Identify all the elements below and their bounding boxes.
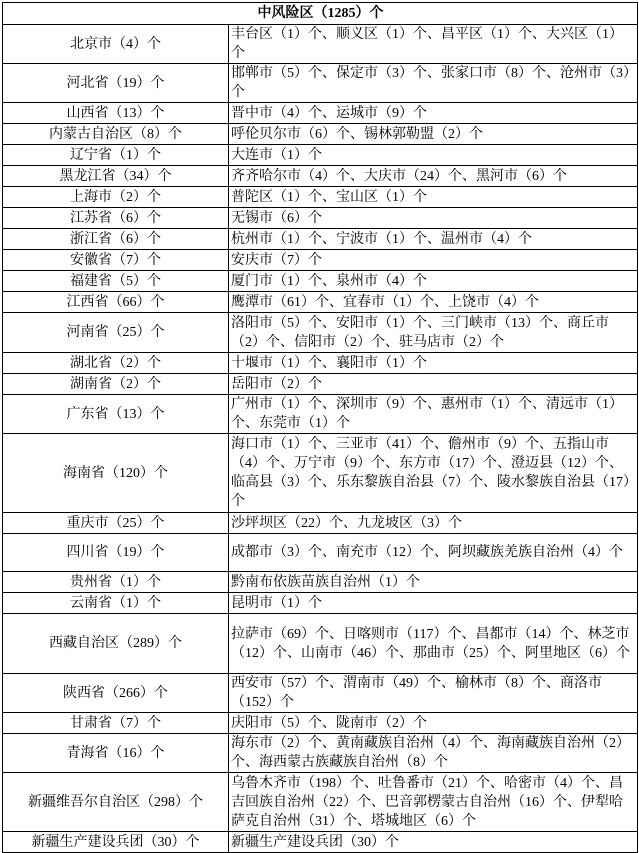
region-name-cell: 湖北省（2）个 bbox=[3, 353, 229, 374]
region-areas-cell: 庆阳市（5）个、陇南市（2）个 bbox=[229, 713, 638, 734]
region-areas-cell: 岳阳市（2）个 bbox=[229, 374, 638, 395]
region-name-cell: 河南省（25）个 bbox=[3, 313, 229, 353]
region-row bbox=[3, 674, 638, 713]
region-areas-cell: 成都市（3）个、南充市（12）个、阿坝藏族羌族自治州（4）个 bbox=[229, 534, 638, 572]
region-areas-cell: 厦门市（1）个、泉州市（4）个 bbox=[229, 271, 638, 292]
region-name-cell: 辽宁省（1）个 bbox=[3, 145, 229, 166]
region-areas-cell: 十堰市（1）个、襄阳市（1）个 bbox=[229, 353, 638, 374]
region-areas-cell: 洛阳市（5）个、安阳市（1）个、三门峡市（13）个、商丘市（2）个、信阳市（2）个、驻马店市（2）个 bbox=[229, 313, 638, 353]
region-areas-cell: 海口市（1）个、三亚市（41）个、儋州市（9）个、五指山市（4）个、万宁市（9）个、东方市（17）个、澄迈县（12）个、临高县（3）个、乐东黎族自治县（7）个、陵水黎族自治县（17）个 bbox=[229, 434, 638, 513]
region-areas-cell: 西安市（57）个、渭南市（49）个、榆林市（8）个、商洛市（152）个 bbox=[229, 674, 638, 713]
region-name-cell: 上海市（2）个 bbox=[3, 187, 229, 208]
region-areas-cell: 邯郸市（5）个、保定市（3）个、张家口市（8）个、沧州市（3）个 bbox=[229, 64, 638, 103]
region-areas-cell: 齐齐哈尔市（4）个、大庆市（24）个、黑河市（6）个 bbox=[229, 166, 638, 187]
region-areas-cell: 新疆生产建设兵团（30）个 bbox=[229, 832, 638, 853]
region-row bbox=[3, 208, 638, 229]
region-areas-cell: 丰台区（1）个、顺义区（1）个、昌平区（1）个、大兴区（1）个 bbox=[229, 25, 638, 64]
region-areas-cell: 晋中市（4）个、运城市（9）个 bbox=[229, 103, 638, 124]
region-row bbox=[3, 353, 638, 374]
region-row bbox=[3, 187, 638, 208]
region-row bbox=[3, 124, 638, 145]
region-name-cell: 浙江省（6）个 bbox=[3, 229, 229, 250]
region-areas-cell: 安庆市（7）个 bbox=[229, 250, 638, 271]
region-areas-cell: 黔南布依族苗族自治州（1）个 bbox=[229, 572, 638, 593]
region-row bbox=[3, 572, 638, 593]
risk-area-table-container bbox=[2, 2, 637, 853]
region-name-cell: 山西省（13）个 bbox=[3, 103, 229, 124]
region-row bbox=[3, 713, 638, 734]
region-name-cell: 新疆生产建设兵团（30）个 bbox=[3, 832, 229, 853]
region-name-cell: 四川省（19）个 bbox=[3, 534, 229, 572]
table-title-row bbox=[3, 3, 638, 25]
region-row bbox=[3, 166, 638, 187]
region-name-cell: 黑龙江省（34）个 bbox=[3, 166, 229, 187]
region-areas-cell: 无锡市（6）个 bbox=[229, 208, 638, 229]
region-name-cell: 北京市（4）个 bbox=[3, 25, 229, 64]
region-areas-cell: 广州市（1）个、深圳市（9）个、惠州市（1）个、清远市（1）个、东莞市（1）个 bbox=[229, 395, 638, 434]
region-name-cell: 江苏省（6）个 bbox=[3, 208, 229, 229]
table-title: 中风险区（1285）个 bbox=[3, 3, 638, 25]
region-row bbox=[3, 25, 638, 64]
region-row bbox=[3, 229, 638, 250]
region-name-cell: 重庆市（25）个 bbox=[3, 513, 229, 534]
region-row bbox=[3, 250, 638, 271]
region-name-cell: 新疆维吾尔自治区（298）个 bbox=[3, 773, 229, 832]
region-name-cell: 广东省（13）个 bbox=[3, 395, 229, 434]
region-name-cell: 湖南省（2）个 bbox=[3, 374, 229, 395]
region-row bbox=[3, 64, 638, 103]
region-name-cell: 西藏自治区（289）个 bbox=[3, 614, 229, 674]
region-row bbox=[3, 773, 638, 832]
region-row bbox=[3, 534, 638, 572]
region-areas-cell: 杭州市（1）个、宁波市（1）个、温州市（4）个 bbox=[229, 229, 638, 250]
region-areas-cell: 呼伦贝尔市（6）个、锡林郭勒盟（2）个 bbox=[229, 124, 638, 145]
region-row bbox=[3, 271, 638, 292]
region-name-cell: 陕西省（266）个 bbox=[3, 674, 229, 713]
region-areas-cell: 拉萨市（69）个、日喀则市（117）个、昌都市（14）个、林芝市（12）个、山南市（46）个、那曲市（25）个、阿里地区（6）个 bbox=[229, 614, 638, 674]
region-name-cell: 福建省（5）个 bbox=[3, 271, 229, 292]
region-areas-cell: 乌鲁木齐市（198）个、吐鲁番市（21）个、哈密市（4）个、昌吉回族自治州（22）个、巴音郭楞蒙古自治州（16）个、伊犁哈萨克自治州（31）个、塔城地区（6）个 bbox=[229, 773, 638, 832]
region-name-cell: 河北省（19）个 bbox=[3, 64, 229, 103]
region-row bbox=[3, 614, 638, 674]
region-areas-cell: 鹰潭市（61）个、宜春市（1）个、上饶市（4）个 bbox=[229, 292, 638, 313]
region-row bbox=[3, 374, 638, 395]
region-areas-cell: 大连市（1）个 bbox=[229, 145, 638, 166]
medium-risk-area-table bbox=[2, 2, 638, 853]
region-name-cell: 内蒙古自治区（8）个 bbox=[3, 124, 229, 145]
region-name-cell: 安徽省（7）个 bbox=[3, 250, 229, 271]
region-areas-cell: 沙坪坝区（22）个、九龙坡区（3）个 bbox=[229, 513, 638, 534]
region-areas-cell: 海东市（2）个、黄南藏族自治州（4）个、海南藏族自治州（2）个、海西蒙古族藏族自治州（8）个 bbox=[229, 734, 638, 773]
region-row bbox=[3, 145, 638, 166]
region-row bbox=[3, 832, 638, 853]
region-name-cell: 甘肃省（7）个 bbox=[3, 713, 229, 734]
region-name-cell: 青海省（16）个 bbox=[3, 734, 229, 773]
region-row bbox=[3, 434, 638, 513]
region-name-cell: 贵州省（1）个 bbox=[3, 572, 229, 593]
region-name-cell: 云南省（1）个 bbox=[3, 593, 229, 614]
region-row bbox=[3, 313, 638, 353]
region-row bbox=[3, 395, 638, 434]
region-row bbox=[3, 593, 638, 614]
region-row bbox=[3, 734, 638, 773]
region-name-cell: 江西省（66）个 bbox=[3, 292, 229, 313]
region-row bbox=[3, 103, 638, 124]
region-row bbox=[3, 292, 638, 313]
region-name-cell: 海南省（120）个 bbox=[3, 434, 229, 513]
table-body bbox=[3, 25, 638, 853]
region-areas-cell: 普陀区（1）个、宝山区（1）个 bbox=[229, 187, 638, 208]
region-areas-cell: 昆明市（1）个 bbox=[229, 593, 638, 614]
region-row bbox=[3, 513, 638, 534]
